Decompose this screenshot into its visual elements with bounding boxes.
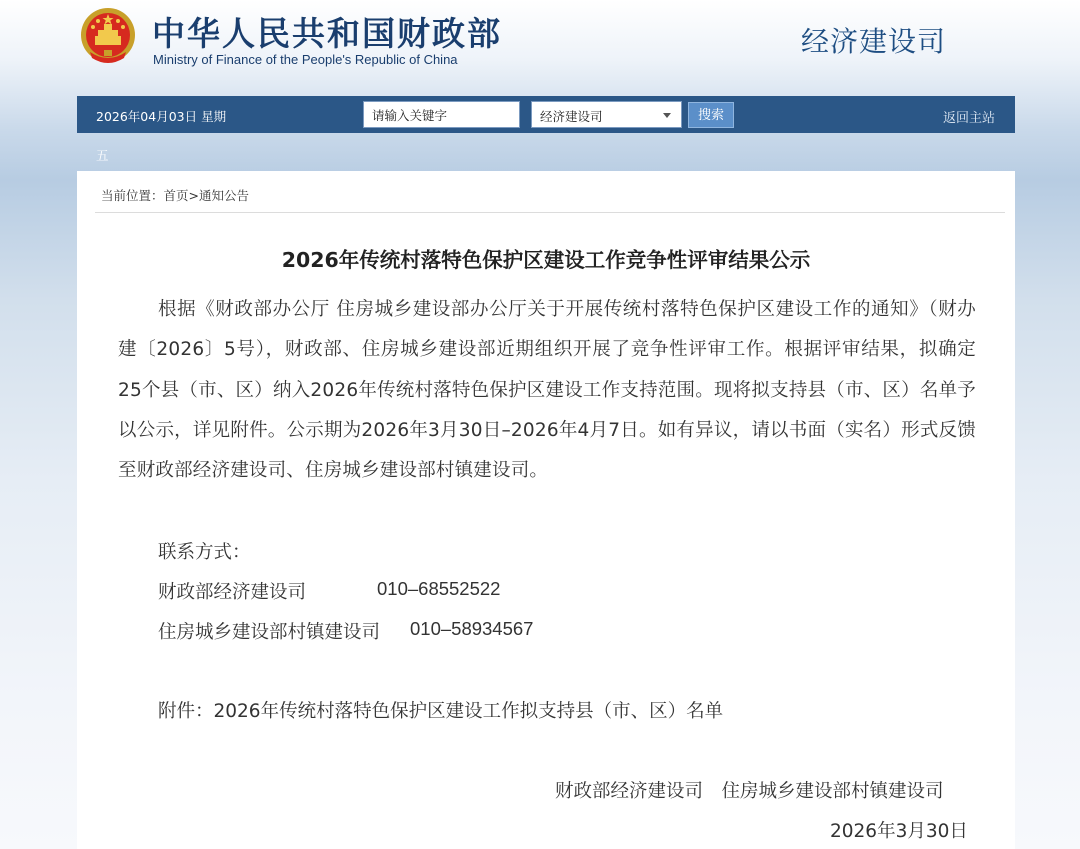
contact-org: 住房城乡建设部村镇建设司: [158, 622, 381, 643]
contact-phone: 010–68552522: [377, 578, 501, 599]
content-panel: [77, 171, 1015, 849]
attachment-link[interactable]: 附件：2026年传统村落特色保护区建设工作拟支持县（市、区）名单: [158, 701, 724, 722]
site-title-en[interactable]: Ministry of Finance of the People's Republic of China: [153, 52, 458, 67]
scope-select-value: 经济建设司: [540, 109, 603, 124]
breadcrumb-separator: >: [188, 188, 200, 203]
contact-org: 财政部经济建设司: [158, 582, 307, 603]
site-header: [0, 0, 1080, 96]
scope-select[interactable]: [531, 101, 682, 128]
current-date: 2026年04月03日 星期: [96, 109, 227, 124]
site-title-cn[interactable]: 中华人民共和国财政部: [152, 14, 502, 53]
sign-date: 2026年3月30日: [830, 821, 968, 842]
signature: 财政部经济建设司 住房城乡建设部村镇建设司: [555, 781, 944, 802]
national-emblem-icon: [78, 6, 138, 68]
department-name: 经济建设司: [801, 25, 947, 58]
search-input[interactable]: [363, 101, 520, 128]
return-home-link[interactable]: 返回主站: [943, 111, 996, 126]
nav-bar: [77, 96, 1015, 133]
current-weekday: 五: [96, 148, 109, 163]
breadcrumb-home-link[interactable]: 首页: [163, 188, 189, 203]
contact-label: 联系方式：: [158, 542, 251, 563]
breadcrumb: [101, 186, 249, 204]
divider: [95, 212, 1005, 213]
article-body: 根据《财政部办公厅 住房城乡建设部办公厅关于开展传统村落特色保护区建设工作的通知》（财办建〔2026〕5号），财政部、住房城乡建设部近期组织开展了竞争性评审工作。根据评审结果，拟确定25个县（市、区）纳入2026年传统村落特色保护区建设工作支持范围。现将拟支持县（市、区）名单予以公示，详见附件。公示期为2026年3月30日–2026年4月7日。如有异议，请以书面（实名）形式反馈至财政部经济建设司、住房城乡建设部村镇建设司。: [118, 299, 976, 482]
breadcrumb-current-link[interactable]: 通知公告: [199, 188, 250, 203]
chevron-down-icon: [663, 113, 671, 118]
contact-phone: 010–58934567: [410, 618, 534, 639]
search-button[interactable]: 搜索: [688, 102, 734, 128]
breadcrumb-prefix: 当前位置：: [101, 188, 164, 203]
article-title: 2026年传统村落特色保护区建设工作竞争性评审结果公示: [281, 248, 811, 272]
